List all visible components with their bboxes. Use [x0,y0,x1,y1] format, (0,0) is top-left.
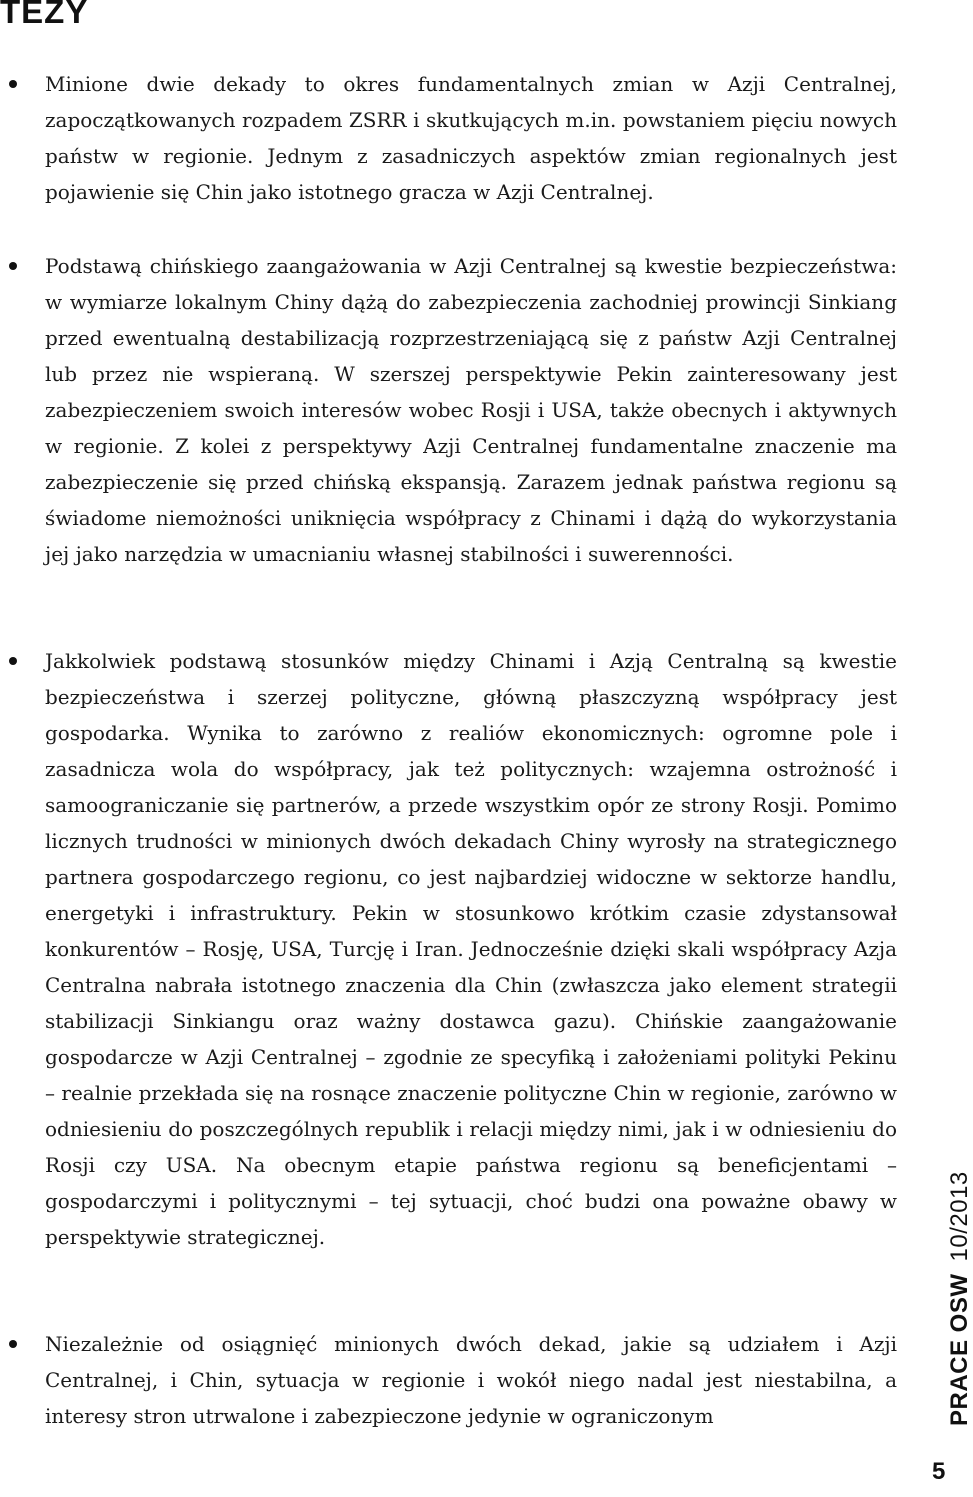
thesis-paragraph [45,1326,897,1434]
publication-name: PRACE OSW [946,1273,973,1426]
thesis-paragraph [45,66,897,210]
publication-issue: 10/2013 [946,1171,973,1262]
bullet-icon [9,80,17,88]
publication-label [946,1171,973,1426]
thesis-text: Jakkolwiek podstawą stosunków między Chinami i Azją Centralną są kwestie bezpieczeństwa i szerzej polityczne, główną płaszczyzną współpracy jest gospodarka. Wynika to zarówno z realiów ekonomicznych: ogromne pole i zasadnicza wola do współpracy, jak też politycznych: wzajemna ostrożność i samoograniczanie się partnerów, a przede wszystkim opór ze strony Rosji. Pomimo licznych trudności w minionych dwóch dekadach Chiny wyrosły na strategicznego partnera gospodarczego regionu, co jest najbardziej widoczne w sektorze handlu, energetyki i infrastruktury. Pekin w stosunkowo krótkim czasie zdystansował konkurentów – Rosję, USA, Turcję i Iran. Jednocześnie dzięki skali współpracy Azja Centralna nabrała istotnego znaczenia dla Chin (zwłaszcza jako element strategii stabilizacji Sinkiangu oraz ważny dostawca gazu). Chińskie zaangażowanie gospodarcze w Azji Centralnej – zgodnie ze specyfiką i założeniami polityki Pekinu – realnie przekłada się na rosnące znaczenie polityczne Chin w regionie, zarówno w odniesieniu do poszczególnych republik i relacji między nimi, jak i w odniesieniu do Rosji czy USA. Na obecnym etapie państwa regionu są beneficjentami – gospodarczymi i politycznymi – tej sytuacji, choć budzi ona poważne obawy w perspektywie strategicznej. [45,649,897,1249]
thesis-text: Podstawą chińskiego zaangażowania w Azji Centralnej są kwestie bezpieczeństwa: w wymiarze lokalnym Chiny dążą do zabezpieczenia zachodniej prowincji Sinkiang przed ewentualną destabilizacją rozprzestrzeniającą się z państw Azji Centralnej lub przez nie wspieraną. W szerszej perspektywie Pekin zainteresowany jest zabezpieczeniem swoich interesów wobec Rosji i USA, także obecnych i aktywnych w regionie. Z kolei z perspektywy Azji Centralnej fundamentalne znaczenie ma zabezpieczenie się przed chińską ekspansją. Zarazem jednak państwa regionu są świadome niemożności uniknięcia współpracy z Chinami i dążą do wykorzystania jej jako narzędzia w umacnianiu własnej stabilności i suwerenności. [45,254,897,566]
thesis-paragraph [45,248,897,572]
bullet-icon [9,262,17,270]
page-heading: TEZY [0,0,89,30]
bullet-icon [9,1340,17,1348]
thesis-text: Minione dwie dekady to okres fundamentalnych zmian w Azji Centralnej, zapoczątkowanych rozpadem ZSRR i skutkujących m.in. powstaniem pięciu nowych państw w regionie. Jednym z zasadniczych aspektów zmian regionalnych jest pojawienie się Chin jako istotnego gracza w Azji Centralnej. [45,72,897,204]
thesis-text: Niezależnie od osiągnięć minionych dwóch dekad, jakie są udziałem i Azji Centralnej, i Chin, sytuacja w regionie i wokół niego nadal jest niestabilna, a interesy stron utrwalone i zabezpieczone jedynie w ograniczonym [45,1332,897,1428]
publication-sidebar [925,1170,973,1430]
thesis-paragraph [45,643,897,1255]
page-number: 5 [932,1458,946,1485]
bullet-icon [9,657,17,665]
